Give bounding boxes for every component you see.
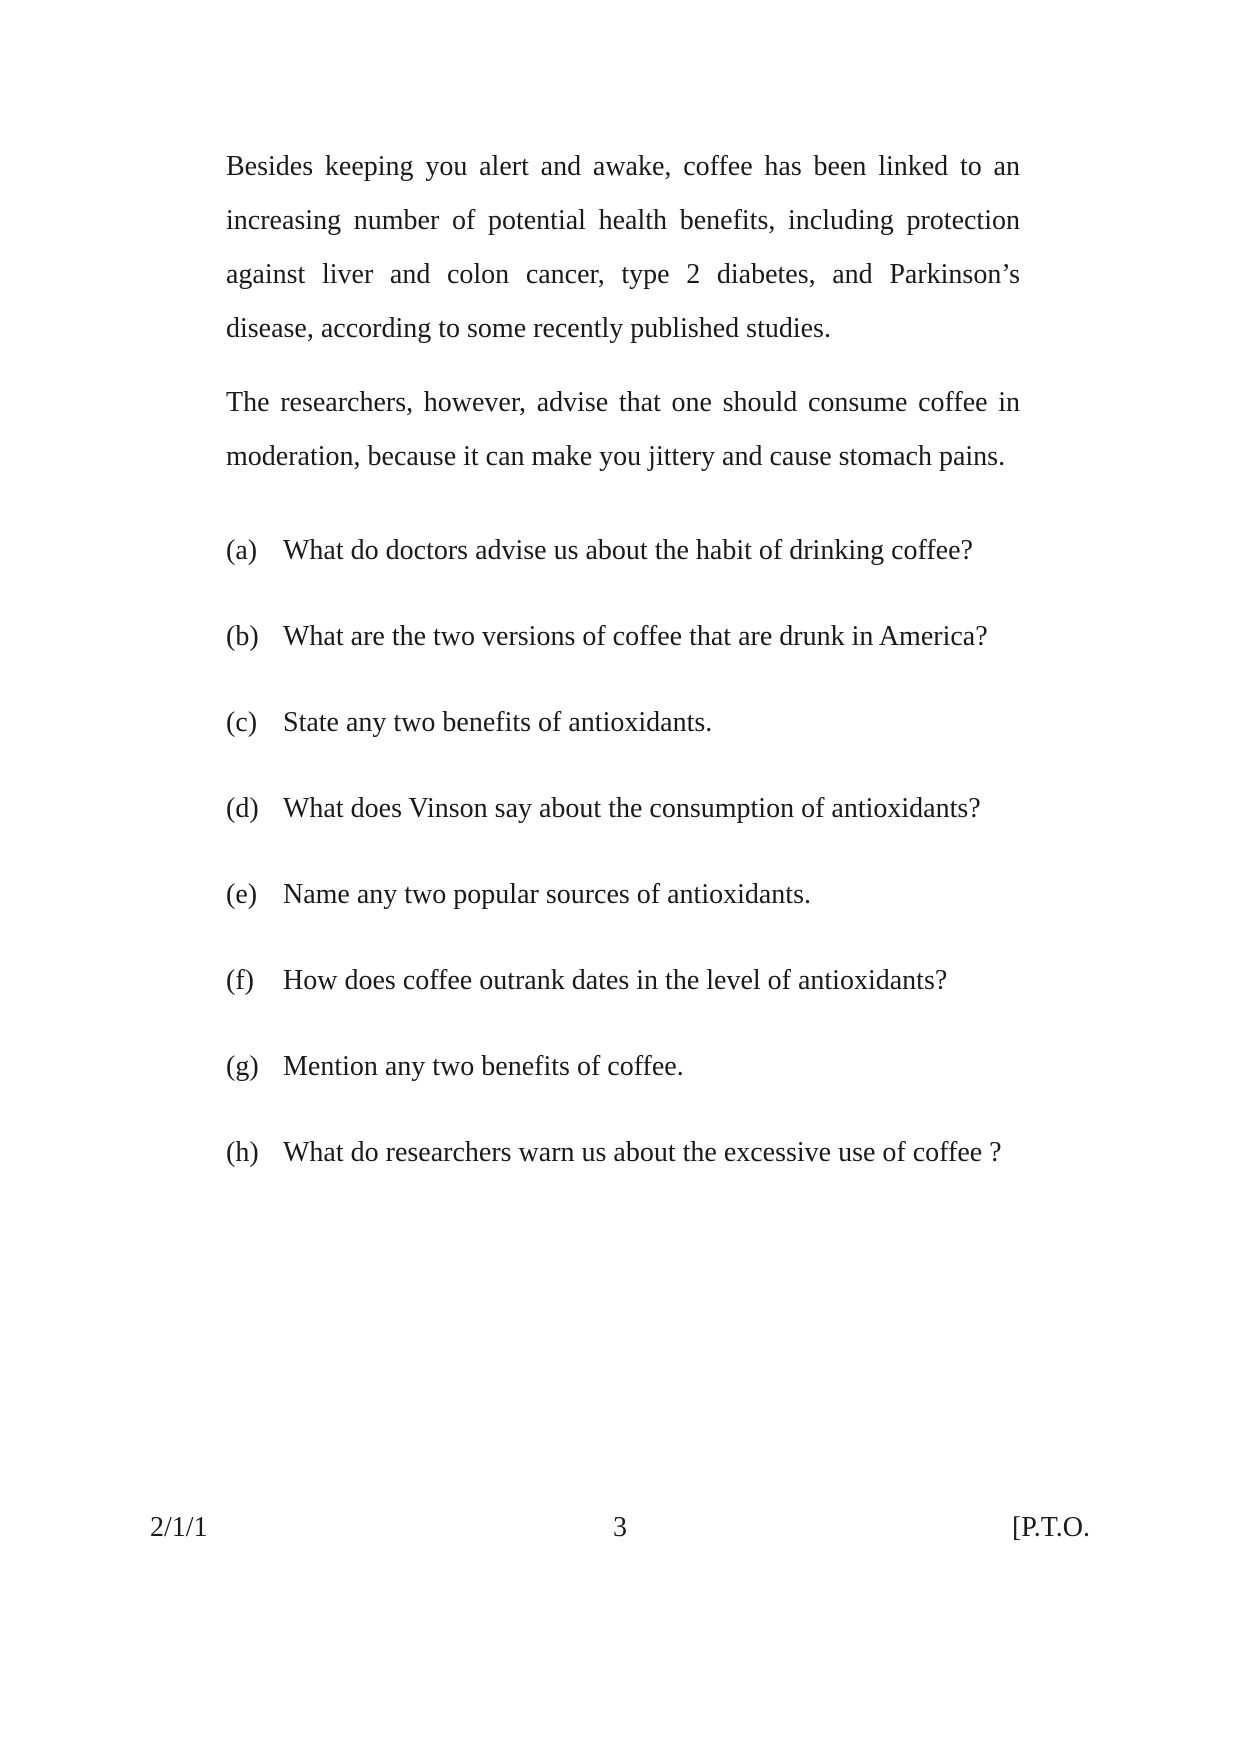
question-label: (b) (226, 621, 259, 652)
question-label: (a) (226, 535, 258, 566)
page-content (226, 140, 1020, 1215)
question-label: (f) (226, 965, 254, 996)
question-label: (g) (226, 1051, 259, 1082)
question-text: Mention any two benefits of coffee. (283, 1051, 684, 1082)
page-number: 3 (613, 1512, 627, 1543)
question-label: (h) (226, 1137, 259, 1168)
paper-code: 2/1/1 (150, 1512, 208, 1543)
question-text: What do doctors advise us about the habit of drinking coffee? (283, 535, 973, 566)
passage-paragraph-2: The researchers, however, advise that one should consume coffee in moderation, because it can make you jittery and cause stomach pains. (226, 387, 1020, 472)
question-e (226, 871, 1020, 918)
question-text: How does coffee outrank dates in the level of antioxidants? (283, 965, 948, 996)
question-f (226, 957, 1020, 1004)
question-label: (e) (226, 879, 258, 910)
question-text: What do researchers warn us about the excessive use of coffee ? (283, 1137, 1002, 1168)
question-h (226, 1129, 1020, 1176)
question-label: (d) (226, 793, 259, 824)
question-text: Name any two popular sources of antioxidants. (283, 879, 811, 910)
question-text: What does Vinson say about the consumption of antioxidants? (283, 793, 981, 824)
question-c (226, 699, 1020, 746)
question-a (226, 527, 1020, 574)
question-list (226, 527, 1020, 1176)
question-label: (c) (226, 707, 258, 738)
passage-paragraph-1: Besides keeping you alert and awake, coffee has been linked to an increasing number of potential health benefits, including protection against liver and colon cancer, type 2 diabetes, and Parkinson’s disease, according to some recently published studies. (226, 151, 1020, 344)
question-d (226, 785, 1020, 832)
question-text: What are the two versions of coffee that are drunk in America? (283, 621, 988, 652)
question-g (226, 1043, 1020, 1090)
question-b (226, 613, 1020, 660)
please-turn-over: [P.T.O. (1011, 1512, 1090, 1543)
question-text: State any two benefits of antioxidants. (283, 707, 713, 738)
